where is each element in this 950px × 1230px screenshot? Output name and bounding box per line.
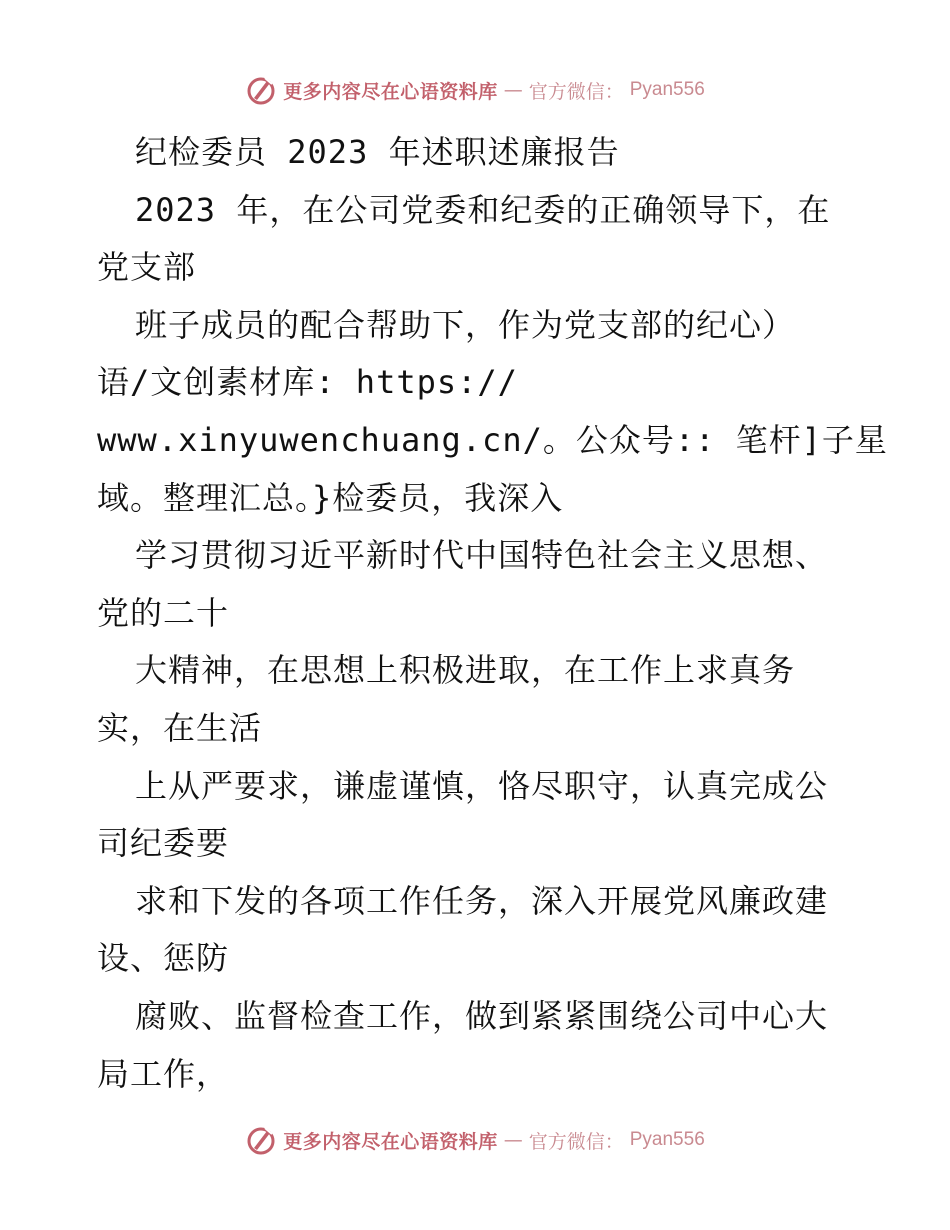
paragraph-line: 上从严要求，谦虚谨慎，恪尽职守，认真完成公 — [135, 766, 829, 805]
banner-wechat-id: Pyan556 — [629, 1129, 705, 1150]
paragraph-line: 班子成员的配合帮助下，作为党支部的纪心） — [135, 305, 796, 344]
banner-dash: — — [503, 1129, 523, 1151]
quill-circle-icon — [245, 1124, 277, 1156]
banner-wechat-label: 官方微信： — [528, 1130, 624, 1153]
paragraph-line: 大精神，在思想上积极进取，在工作上求真务 — [135, 651, 796, 690]
paragraph-line: 局工作， — [97, 1054, 230, 1093]
paragraph-line: 2023 年，在公司党委和纪委的正确领导下，在 — [135, 190, 831, 229]
paragraph-line: 设、惩防 — [97, 939, 230, 978]
paragraph-line: 实，在生活 — [97, 708, 263, 747]
paragraph-line: 域。整理汇总。}检委员，我深入 — [97, 478, 564, 517]
document-body — [97, 124, 888, 1103]
paragraph-line: 语/文创素材库: https:// — [97, 363, 518, 402]
banner-wechat-label: 官方微信： — [528, 80, 624, 103]
quill-circle-icon — [245, 74, 277, 106]
paragraph-line: 求和下发的各项工作任务，深入开展党风廉政建 — [135, 881, 829, 920]
paragraph-line: 学习贯彻习近平新时代中国特色社会主义思想、 — [135, 536, 829, 575]
banner-slogan: 更多内容尽在心语资料库 — [283, 1130, 498, 1153]
paragraph-line: 腐败、监督检查工作，做到紧紧围绕公司中心大 — [135, 996, 829, 1035]
header-banner — [0, 70, 950, 110]
banner-dash: — — [503, 79, 523, 101]
footer-banner — [0, 1120, 950, 1160]
paragraph-line: 党支部 — [97, 248, 197, 287]
paragraph-line: 党的二十 — [97, 593, 230, 632]
banner-wechat-id: Pyan556 — [629, 79, 705, 100]
document-title: 纪检委员 2023 年述职述廉报告 — [135, 133, 620, 171]
paragraph-line: www.xinyuwenchuang.cn/。公众号:: 笔杆]子星 — [97, 420, 888, 459]
paragraph-line: 司纪委要 — [97, 824, 230, 863]
banner-slogan: 更多内容尽在心语资料库 — [283, 80, 498, 103]
